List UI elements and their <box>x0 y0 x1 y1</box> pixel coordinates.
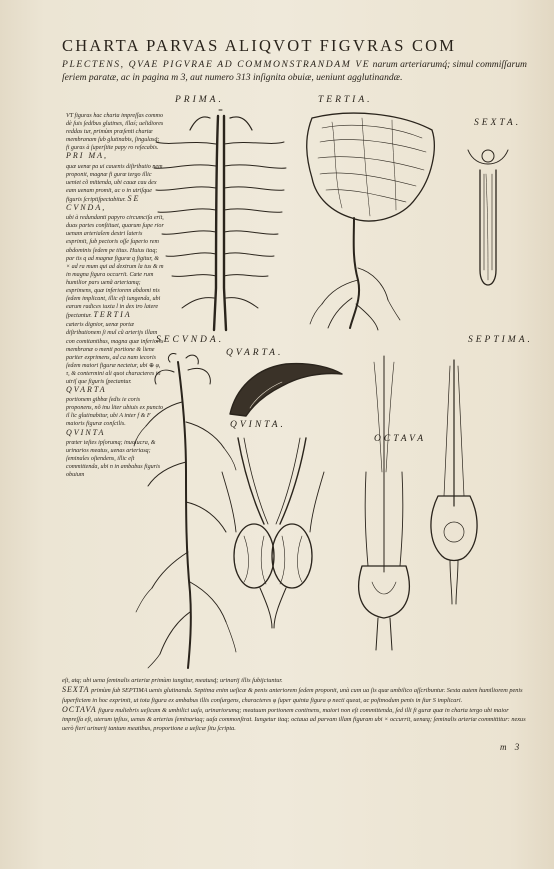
page-subtitle <box>62 58 532 84</box>
label-quarta: QVARTA. <box>226 348 284 358</box>
left-para-6: præter teſtes ipſorumq; inuolucra, & urinarios meatus, uenas arteriasq; ſeminales oſtendens, illic eſt committenda, ubi n in ambabus figuris obuium <box>66 439 161 479</box>
page-title: CHARTA PARVAS ALIQVOT FIGVRAS COM <box>62 36 457 55</box>
left-para-3: ubi à redundanti papyro circumciſa erit, duas partes conſtituet, quarum ſupe rior uenam arterialem dextri lateris exprimit, ſub pectoris oſſe ſuperio rem abdominis ſedem pe titus. Huius itaq; par tis q ad magnæ figuræ q figitur, & × ad ra mum qui ad dextrum la tus & m in magna figura occurrit. Cæte rum humilior pars uenã arteriamq; exprimens, quæ inferiorem abdomi nis ſedem implicant, illic eſt iungenda, ubi earum radices iuxta l in dex tro latere ſpectantur. TERTIA <box>66 215 164 320</box>
label-quinta: QVINTA. <box>230 420 286 430</box>
bottom-para-3: OCTAVA figura muliebris ueſicam & umbilici uaſa, urinariorumq; meatuum portionem continens, maiori non eſt committenda, ſed illi fi guræ quæ in charta tergo ubi maior impreſſa eſt, uterum ipſius, uenas & arterias ſeminariaq; uaſa commonſtrat. Iungetur itaq; octaua ad parvam illam figuram ubi × occurrit, uenæq; ſeminalis arteriæ committitur: nexus uerò fieri urinarij tantum meatibus, proportione a ueſicæ ſitu ſcripta. <box>62 704 526 733</box>
label-prima: PRIMA. <box>175 95 224 105</box>
label-octava: OCTAVA <box>374 434 427 444</box>
bottom-para-2: SEXTA primùm ſub SEPTIMA uenis glutinanda. Septima enim ueſicæ & penis anteriorem ſedem proponit, unà cum ua ſis quæ umbilico aſſcribuntur. Sexta autem humiliorem penis ſuperficiem in hoc exprimit, ut tota figura ex ambabus illis conſurgens, characteres φ ſuper quinta figura φ necti queat, ac poſtmodum penis in ſtar S implicari. <box>62 685 523 704</box>
subtitle-rest: narum arteriarumq́; simul commiſſarum ſeriem paratæ, ac in pagina m 3, aut numero 313 inſignita obuiæ, ueniunt agglutinandæ. <box>62 59 527 83</box>
figure-quarta <box>226 358 344 418</box>
left-para-2: quæ uenæ pa ui cauenis diſtributio nem proponit, magnæ fi guræ tergo illic ueniet cõ mittenda, ubi cauæ cau dex eam uenam promit, ac o in utriſque figuris ſcriptiſpectabitur. SE CVNDA, <box>66 163 163 213</box>
figure-octava <box>424 356 484 606</box>
figure-sexta <box>458 130 518 310</box>
left-para-4: cæteris dignior, uenæ portæ diſtributionem ſi mul cũ arterijs illam con comitantibus, magna quæ inferioris membranæ o menti portione & liene pariter exprimens, ad ca nam iecoris ſedem maiori figuræ nectetur, ubi ⊕ φ, τ, & contermini ali quot characteres in utriſ que figuris ſpectantur. QVARTA <box>66 322 164 395</box>
label-sexta: SEXTA. <box>474 118 522 128</box>
bottom-text <box>62 676 528 734</box>
label-secunda: SECVNDA. <box>156 335 225 345</box>
page-signature: m 3 <box>500 742 523 752</box>
label-tertia: TERTIA. <box>318 95 373 105</box>
left-para-5: portionem gibbæ ſedis ie coris proponens, nõ inu liter ubiuis ex puncto il lic glutinabitur, ubi A inter f & F maioris figuræ conſcilis. QVINTA <box>66 397 164 437</box>
bottom-para-1: eſt, atq; ubi uena ſeminalis arteriæ primùm iungitur, meatusq́; urinarij illis ſubijciuntur. <box>62 677 283 684</box>
subtitle-caps: PLECTENS, QVAE PIGVRAE AD COMMONSTRANDAM VE <box>62 59 371 70</box>
figure-septima <box>344 352 427 652</box>
figure-quinta <box>214 432 332 632</box>
label-septima: SEPTIMA. <box>468 335 533 345</box>
left-para-1: VT figuras hac charta impreſſas commo dè ſuis ſedibus glutines, illaś; uelidiores reddas tur, primùm præſenti chartæ membranam ſub glutinabis, ſingulasq́; fi guras à ſuperſtite papy ro reſecabis. PRI MA, <box>66 113 164 161</box>
figure-tertia <box>292 108 442 333</box>
figure-prima <box>150 108 290 333</box>
